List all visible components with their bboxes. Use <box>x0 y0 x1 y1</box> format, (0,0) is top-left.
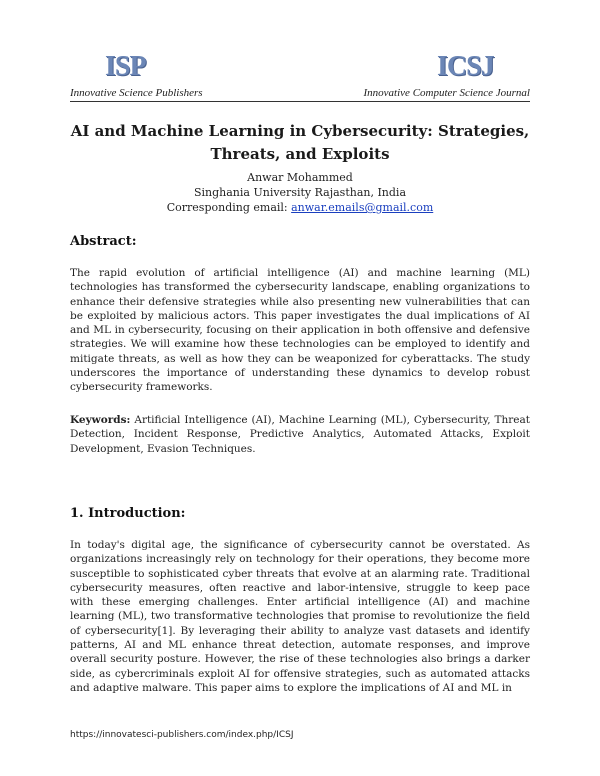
paper-title: AI and Machine Learning in Cybersecurity: Strategies, Threats, and Exploits <box>70 122 530 163</box>
author-name: Anwar Mohammed <box>247 171 353 184</box>
footer-url[interactable]: https://innovatesci-publishers.com/index.php/ICSJ <box>70 730 294 740</box>
author-block <box>70 170 530 215</box>
author-email-line <box>70 200 530 215</box>
introduction-heading: 1. Introduction: <box>70 506 186 521</box>
keywords-text: Artificial Intelligence (AI), Machine Learning (ML), Cybersecurity, Threat Detection, Incident Response, Predictive Analytics, Automated Attacks, Exploit Development, Evasion Techniques. <box>70 414 530 455</box>
keywords-label: Keywords: <box>70 414 131 426</box>
journal-name: Innovative Computer Science Journal <box>363 87 530 99</box>
header-rule <box>70 101 530 102</box>
abstract-text: The rapid evolution of artificial intelligence (AI) and machine learning (ML) technologies has transformed the cybersecurity landscape, enabling organizations to enhance their defensive strategies while also presenting new vulnerabilities that can be exploited by malicious actors. This paper investigates the dual implications of AI and ML in cybersecurity, focusing on their application in both offensive and defensive strategies. We will examine how these technologies can be employed to identify and mitigate threats, as well as how they can be weaponized for cyberattacks. The study underscores the importance of understanding these dynamics to develop robust cybersecurity frameworks. <box>70 267 530 394</box>
abstract-heading: Abstract: <box>70 234 137 249</box>
author-affiliation: Singhania University Rajasthan, India <box>193 186 407 199</box>
icsj-logo: ICSJ <box>437 51 494 82</box>
isp-logo: ISP <box>105 51 146 82</box>
author-email-link[interactable]: anwar.emails@gmail.com <box>291 201 434 214</box>
keywords-paragraph <box>70 413 530 456</box>
email-label: Corresponding email: <box>166 201 288 214</box>
introduction-text: In today's digital age, the significance of cybersecurity cannot be overstated. As organizations increasingly rely on technology for their operations, they become more susceptible to sophisticated cyber threats that evolve at an alarming rate. Traditional cybersecurity measures, often reactive and labor-intensive, struggle to keep pace with these emerging challenges. Enter artificial intelligence (AI) and machine learning (ML), two transformative technologies that promise to revolutionize the field of cybersecurity[1]. By leveraging their ability to analyze vast datasets and identify patterns, AI and ML enhance threat detection, automate responses, and improve overall security posture. However, the rise of these technologies also brings a darker side, as cybercriminals exploit AI for offensive strategies, such as automated attacks and adaptive malware. This paper aims to explore the implications of AI and ML in <box>70 539 530 694</box>
left-publisher-name: Innovative Science Publishers <box>70 87 203 99</box>
